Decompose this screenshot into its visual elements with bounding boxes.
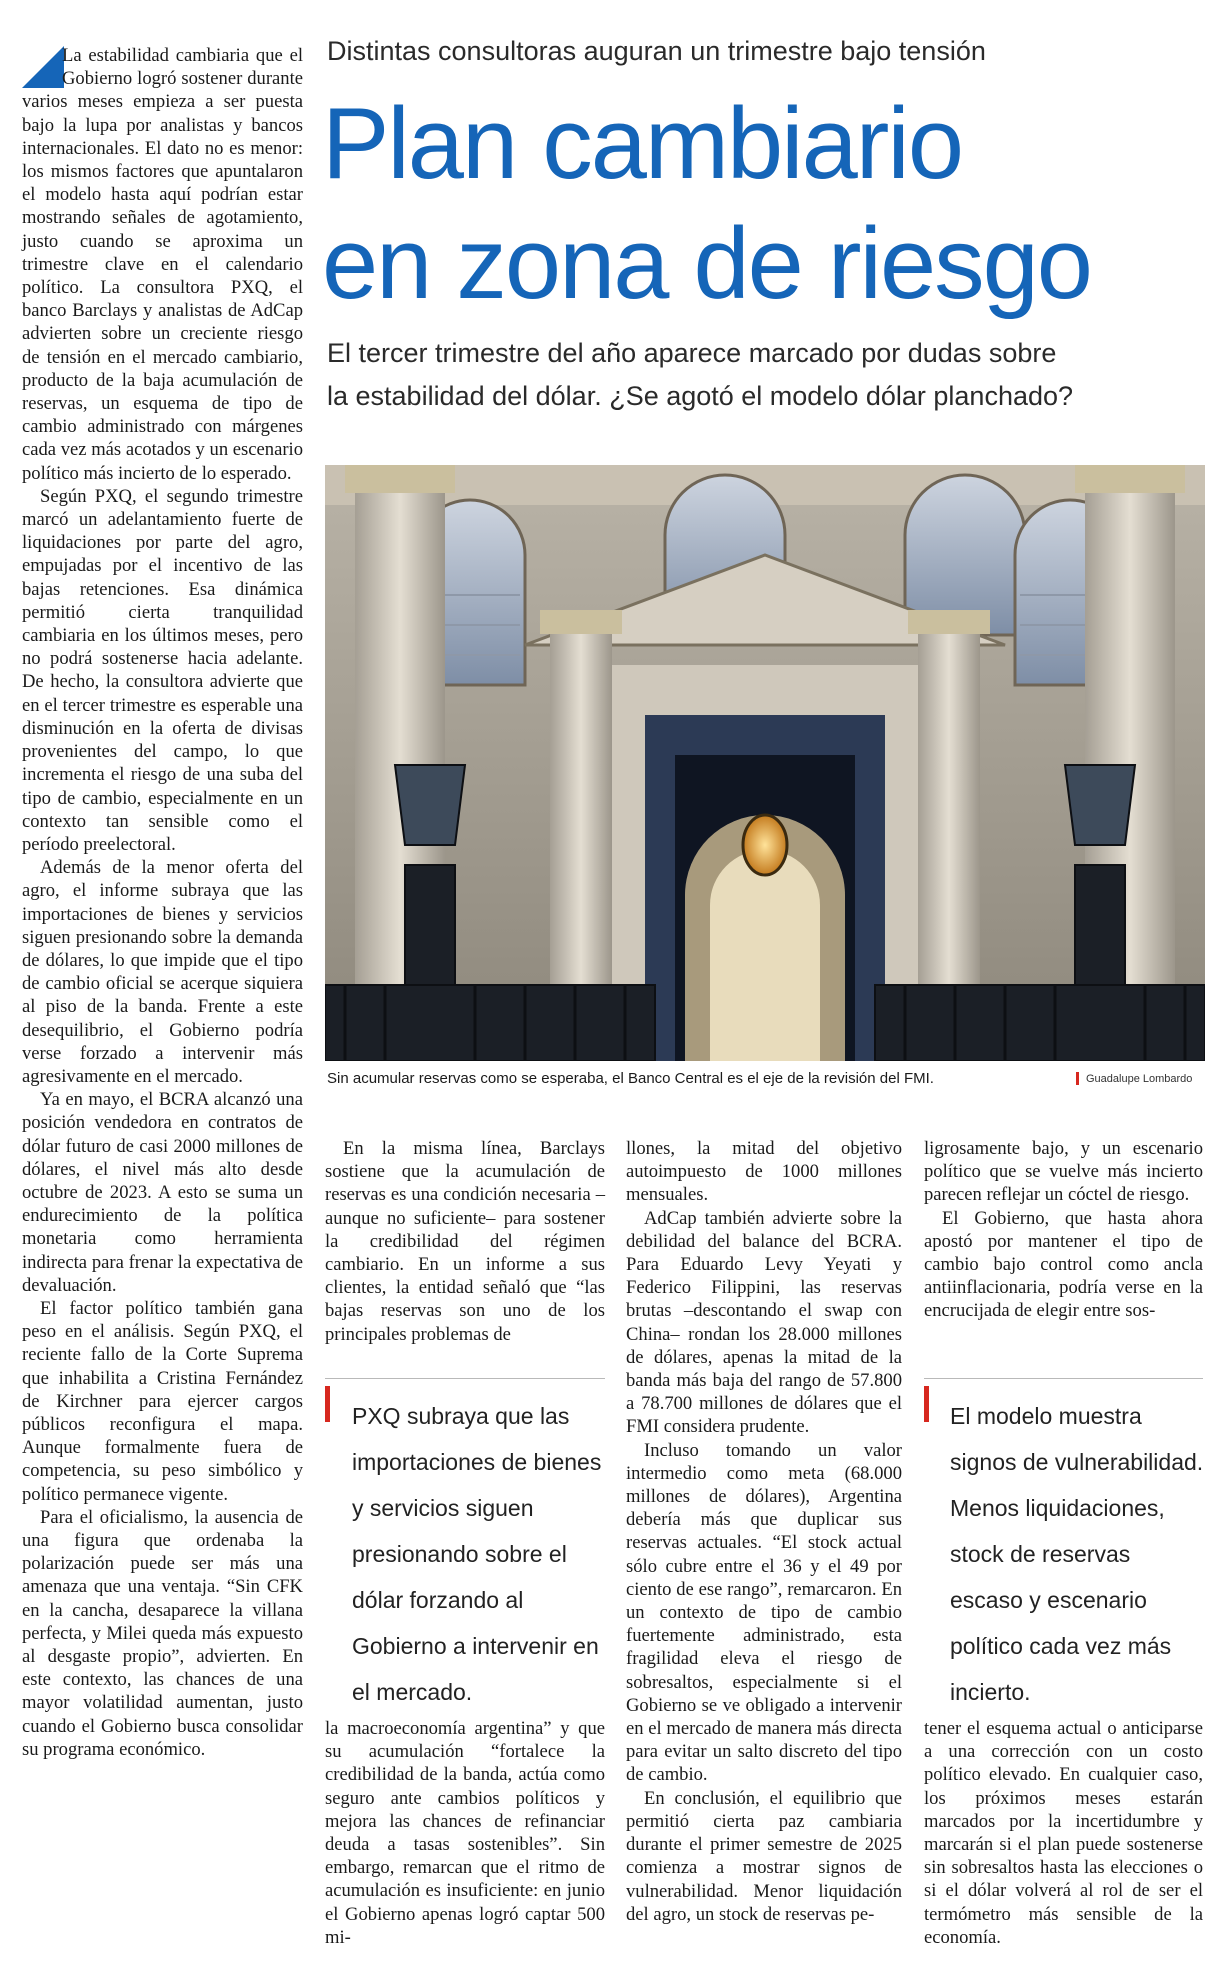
col3-paragraph-2: AdCap también advierte sobre la debilidad del balance del BCRA. Para Eduardo Levy Yeyati y Federico Filippini, las reservas brutas –descontando el swap con China– rondan los 28.000 millones de dólares, apenas la mitad de la banda más baja del rango de 57.800 a 78.700 millones de dólares que el FMI considera prudente. <box>626 1207 902 1438</box>
col1-paragraph-2: Según PXQ, el segundo trimestre marcó un adelantamiento fuerte de liquidaciones por parte del agro, empujadas por el incentivo de las bajas retenciones. Esa dinámica permitió cierta tranquilidad cambiaria en los últimos meses, pero no podrá sostenerse hacia adelante. De hecho, la consultora advierte que en el tercer trimestre es esperable una disminución en la oferta de divisas provenientes del campo, lo que incrementa el riesgo de una suba del tipo de cambio, especialmente en un contexto tan sensible como el período preelectoral. <box>22 485 303 855</box>
col2-paragraph-1: En la misma línea, Barclays sostiene que la acumulación de reservas es una condición necesaria –aunque no suficiente– para sostener la credibilidad del régimen cambiario. En un informe a sus clientes, la entidad señaló que “las bajas reservas son uno de los principales problemas de <box>325 1138 605 1345</box>
col1-paragraph-1: La estabilidad cambiaria que el Gobierno logró sostener durante varios meses empieza a ser puesta bajo la lupa por analistas y bancos internacionales. El dato no es menor: los mismos factores que apuntalaron el modelo hasta aquí podrían estar mostrando señales de agotamiento, justo cuando se aproxima un trimestre clave en el calendario político. La consultora PXQ, el banco Barclays y analistas de AdCap advierten sobre un creciente riesgo de tensión en el mercado cambiario, producto de la baja acumulación de reservas, un esquema de tipo de cambio administrado con márgenes cada vez más acotados y un escenario político más incierto de lo esperado. <box>22 45 303 484</box>
col2-paragraph-2: la macroeconomía argentina” y que su acumulación “fortalece la credibilidad de la banda, actúa como seguro ante cambios políticos y mejora las chances de refinanciar deuda a tasas sostenibles”. Sin embargo, remarcan que el ritmo de acumulación es insuficiente: en junio el Gobierno apenas logró captar 500 mi- <box>325 1718 605 1948</box>
building-facade-illustration <box>325 465 1205 1061</box>
col3-paragraph-3: Incluso tomando un valor intermedio como meta (68.000 millones de dólares), Argentina debería más que duplicar sus reservas actuales. “El stock actual sólo cubre entre el 36 y el 49 por ciento de ese rango”, remarcaron. En un contexto de tipo de cambio fuertemente administrado, esta fragilidad eleva el riesgo de sobresaltos, especialmente si el Gobierno se ve obligado a intervenir en el mercado de manera más directa para evitar un salto discreto del tipo de cambio. <box>626 1439 902 1786</box>
article-column-2-top <box>325 1137 605 1346</box>
col1-paragraph-3: Además de la menor oferta del agro, el informe subraya que las importaciones de bienes y servicios siguen presionando sobre la demanda de dólares, lo que impide que el tipo de cambio oficial se acerque siquiera al piso de la banda. Frente a este desequilibrio, el Gobierno podría verse forzado a intervenir más agresivamente en el mercado. <box>22 857 303 1087</box>
col3-paragraph-1: llones, la mitad del objetivo autoimpuesto de 1000 millones mensuales. <box>626 1138 902 1206</box>
pullquote-left-bar <box>325 1386 330 1422</box>
photo-credit: Guadalupe Lombardo <box>1086 1073 1193 1085</box>
headline-line-2: en zona de riesgo <box>322 208 1091 320</box>
col1-paragraph-5: El factor político también gana peso en el análisis. Según PXQ, el reciente fallo de la Corte Suprema que inhabilita a Cristina Fernández de Kirchner para ejercer cargos públicos reconfigura el mapa. Aunque formalmente fuera de competencia, su peso simbólico y político permanece vigente. <box>22 1297 303 1505</box>
col4-paragraph-1: ligrosamente bajo, y un escenario político que se vuelve más incierto parecen reflejar un cóctel de riesgo. <box>924 1138 1203 1206</box>
col4-paragraph-3: tener el esquema actual o anticiparse a una corrección con un costo político elevado. En cualquier caso, los próximos meses estarán marcados por la incertidumbre y marcarán si el plan puede sostenerse sin sobresaltos hasta las elecciones o si el dólar volverá al rol de ser el termómetro más sensible de la economía. <box>924 1718 1203 1948</box>
article-kicker: Distintas consultoras auguran un trimestre bajo tensión <box>327 36 986 66</box>
photo-caption: Sin acumular reservas como se esperaba, el Banco Central es el eje de la revisión del FMI. <box>327 1070 934 1087</box>
headline-line-1: Plan cambiario <box>322 88 963 200</box>
dropcap-spacer <box>22 44 62 86</box>
article-column-3 <box>626 1137 902 1926</box>
col1-paragraph-4: Ya en mayo, el BCRA alcanzó una posición vendedora en contratos de dólar futuro de casi 2000 millones de dólares, el nivel más alto desde octubre de 2023. A esto se suma un endurecimiento de la política monetaria como herramienta indirecta para frenar la expectativa de devaluación. <box>22 1089 303 1296</box>
article-column-2-bottom <box>325 1717 605 1949</box>
pullquote-left: PXQ subraya que las importaciones de bienes y servicios siguen presionando sobre el dólar forzando al Gobierno a intervenir en el mercado. <box>352 1403 602 1705</box>
article-column-1 <box>22 44 303 1944</box>
col1-paragraph-6: Para el oficialismo, la ausencia de una figura que ordenaba la polarización puede ser más una amenaza que una ventaja. “Sin CFK en la cancha, desaparece la villana perfecta, y Milei queda más expuesto al desgaste propio”, advierten. En este contexto, las chances de una mayor volatilidad aumentan, justo cuando el Gobierno busca consolidar su programa económico. <box>22 1506 303 1760</box>
pullquote-right-rule <box>924 1378 1203 1379</box>
deck-line-1: El tercer trimestre del año aparece marcado por dudas sobre <box>327 338 1057 368</box>
pullquote-right: El modelo muestra signos de vulnerabilidad. Menos liquidaciones, stock de reservas escaso y escenario político cada vez más incierto. <box>950 1403 1204 1705</box>
article-column-4-top <box>924 1137 1203 1323</box>
banco-central-photo <box>325 465 1205 1061</box>
article-deck <box>327 332 1217 418</box>
col3-paragraph-4: En conclusión, el equilibrio que permitió cierta paz cambiaria durante el primer semestre de 2025 comienza a mostrar signos de vulnerabilidad. Menor liquidación del agro, un stock de reservas pe- <box>626 1787 902 1925</box>
article-column-4-bottom <box>924 1717 1203 1949</box>
article-headline <box>322 84 1212 324</box>
pullquote-right-bar <box>924 1386 929 1422</box>
col4-paragraph-2: El Gobierno, que hasta ahora apostó por mantener el tipo de cambio bajo control como ancla antiinflacionaria, podría verse en la encrucijada de elegir entre sos- <box>924 1207 1203 1322</box>
deck-line-2: la estabilidad del dólar. ¿Se agotó el modelo dólar planchado? <box>327 381 1074 411</box>
pullquote-left-rule <box>325 1378 605 1379</box>
credit-marker <box>1076 1072 1079 1085</box>
